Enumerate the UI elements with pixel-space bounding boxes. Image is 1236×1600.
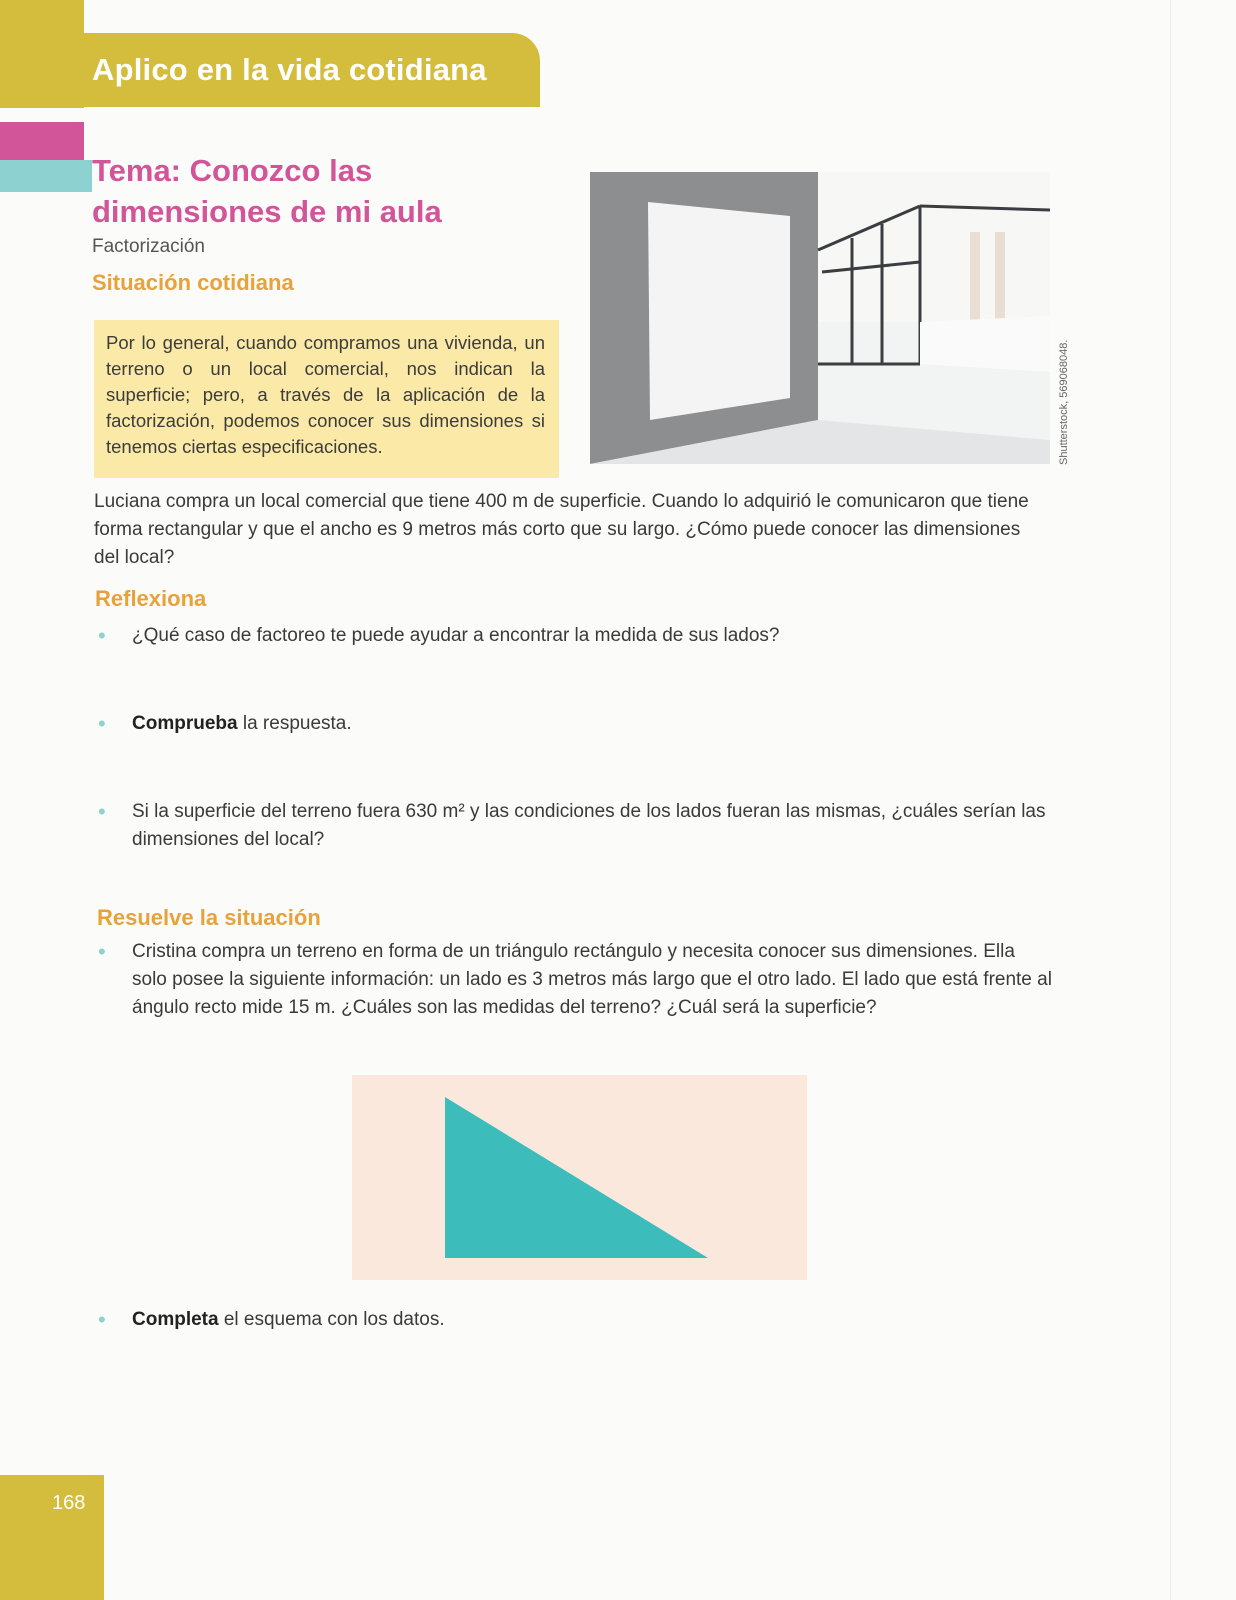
bullet-dot: • (98, 939, 106, 964)
reflexiona-item-2-bold: Comprueba (132, 713, 238, 734)
situacion-text: Por lo general, cuando compramos una vivienda, un terreno o un local comercial, nos indican la superficie; pero, a través de la aplicación de la factorización, podemos conocer sus dimensiones si tenemos ciertas especificaciones. (106, 332, 545, 457)
header-title: Aplico en la vida cotidiana (92, 52, 487, 87)
header-left-strip (0, 0, 84, 108)
reflexiona-heading: Reflexiona (95, 586, 207, 611)
photo-credit: Shutterstock, 569068048. (1058, 339, 1070, 465)
bullet-dot: • (98, 623, 106, 648)
situacion-heading: Situación cotidiana (92, 270, 294, 295)
topic-subtitle: Factorización (92, 236, 205, 257)
reflexiona-item-1-text: ¿Qué caso de factoreo te puede ayudar a encontrar la medida de sus lados? (132, 625, 780, 646)
situacion-box (94, 320, 559, 478)
resuelve-item-2-text: el esquema con los datos. (218, 1309, 445, 1330)
triangle-diagram (352, 1075, 807, 1280)
bullet-dot: • (98, 711, 106, 736)
page-margin-line (1170, 0, 1171, 1600)
page-number: 168 (52, 1492, 86, 1514)
right-triangle-shape (445, 1097, 708, 1258)
topic-title: Tema: Conozco las dimensiones de mi aula (92, 153, 442, 229)
reflexiona-item-3-text: Si la superficie del terreno fuera 630 m² y las condiciones de los lados fueran las mismas, ¿cuáles serían las dimensiones del local? (132, 801, 1046, 850)
bullet-dot: • (98, 1307, 106, 1332)
bullet-dot: • (98, 799, 106, 824)
resuelve-heading: Resuelve la situación (97, 905, 321, 930)
accent-bar-teal (0, 160, 92, 192)
problem-paragraph: Luciana compra un local comercial que tiene 400 m de superficie. Cuando lo adquirió le comunicaron que tiene forma rectangular y que el ancho es 9 metros más corto que su largo. ¿Cómo puede conocer las dimensiones del local? (94, 491, 1029, 568)
resuelve-item-2-bold: Completa (132, 1309, 219, 1330)
accent-bar-pink (0, 122, 84, 160)
reflexiona-item-2-text: la respuesta. (237, 713, 352, 734)
office-photo-illustration (590, 172, 1050, 464)
resuelve-item-1-text: Cristina compra un terreno en forma de un triángulo rectángulo y necesita conocer sus dimensiones. Ella solo posee la siguiente información: un lado es 3 metros más largo que el otro lado. El lado que está frente al ángulo recto mide 15 m. ¿Cuáles son las medidas del terreno? ¿Cuál será la superficie? (132, 941, 1052, 1018)
office-photo (590, 172, 1050, 464)
